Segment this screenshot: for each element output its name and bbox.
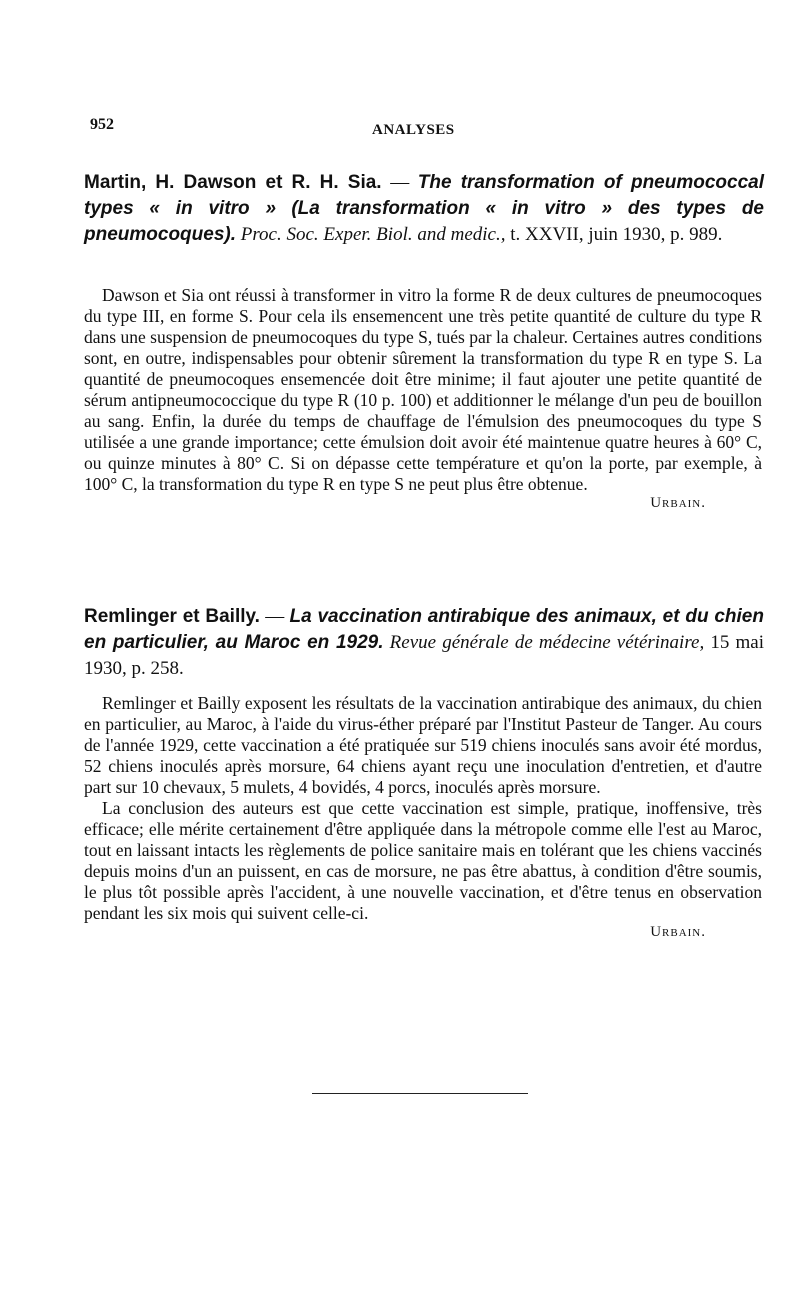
article1-journal: Proc. Soc. Exper. Biol. and medic.,: [240, 224, 506, 245]
article2-paragraph-2: La conclusion des auteurs est que cette vaccination est simple, pratique, inoffensive, très efficace; elle mérite certainement d'être appliquée dans la métropole comme elle l'est au Maroc, tout en laissant intacts les règlements de police sanitaire mais en tolérant que les chiens vaccinés depuis moins d'un an puissent, en cas de morsure, ne pas être abattus, à condition d'être soumis, le plus tôt possible après l'accident, à une nouvelle vaccination, et d'être tenus en observation pendant les six mois qui suivent celle-ci.: [84, 798, 762, 923]
article1-heading: [84, 170, 764, 248]
end-rule: [312, 1093, 528, 1094]
article1-title-fr: (La transformation « in vitro » des types de pneumocoques).: [84, 198, 765, 245]
article1-title-en: The transformation of pneumococcal types « in vitro »: [84, 172, 764, 219]
article2-title: La vaccination antirabique des animaux, et du chien en particulier, au Maroc en 1929.: [84, 606, 764, 653]
article1-dash: —: [381, 172, 418, 193]
article2-signature: Urbain.: [650, 924, 706, 940]
article2-journal: Revue générale de médecine vétérinaire,: [389, 632, 705, 653]
article1-signature: Urbain.: [650, 495, 706, 511]
article1-citation: t. XXVII, juin 1930, p. 989.: [510, 224, 723, 245]
article2-authors: Remlinger et Bailly.: [84, 606, 260, 627]
article2-dash: —: [259, 606, 290, 627]
article1-body: [84, 285, 762, 514]
page-number: 952: [90, 116, 114, 133]
article1-authors: Martin, H. Dawson et R. H. Sia.: [84, 172, 382, 193]
article2-paragraph-1: Remlinger et Bailly exposent les résultats de la vaccination antirabique des animaux, du chien en particulier, au Maroc, à l'aide du virus-éther préparé par l'Institut Pasteur de Tanger. Au cours de l'année 1929, cette vaccination a été pratiquée sur 519 chiens inoculés sans avoir été mordus, 52 chiens inoculés après morsure, 64 chiens ayant reçu une inoculation d'entretien, et d'autre part sur 10 chevaux, 5 mulets, 4 bovidés, 4 porcs, inoculés après morsure.: [84, 693, 762, 797]
article2-body: [84, 693, 762, 943]
article2-heading: [84, 604, 764, 682]
article2-citation: 15 mai 1930, p. 258.: [84, 632, 765, 679]
running-head: ANALYSES: [372, 122, 455, 138]
article1-paragraph: Dawson et Sia ont réussi à transformer in vitro la forme R de deux cultures de pneumocoques du type III, en forme S. Pour cela ils ensemencent une très petite quantité de culture du type R dans une suspension de pneumocoques du type S, tués par la chaleur. Certaines autres conditions sont, en outre, indispensables pour obtenir sûrement la transformation du type R en type S. La quantité de pneumocoques ensemencée doit être minime; il faut ajouter une petite quantité de sérum antipneumococcique du type R (10 p. 100) et additionner le mélange d'un peu de bouillon au sang. Enfin, la durée du temps de chauffage de l'émulsion des pneumocoques du type S utilisée a une grande importance; cette émulsion doit avoir été maintenue quatre heures à 60° C, ou quinze minutes à 80° C. Si on dépasse cette température et qu'on la porte, par exemple, à 100° C, la transformation du type R en type S ne peut plus être obtenue.: [84, 285, 762, 494]
